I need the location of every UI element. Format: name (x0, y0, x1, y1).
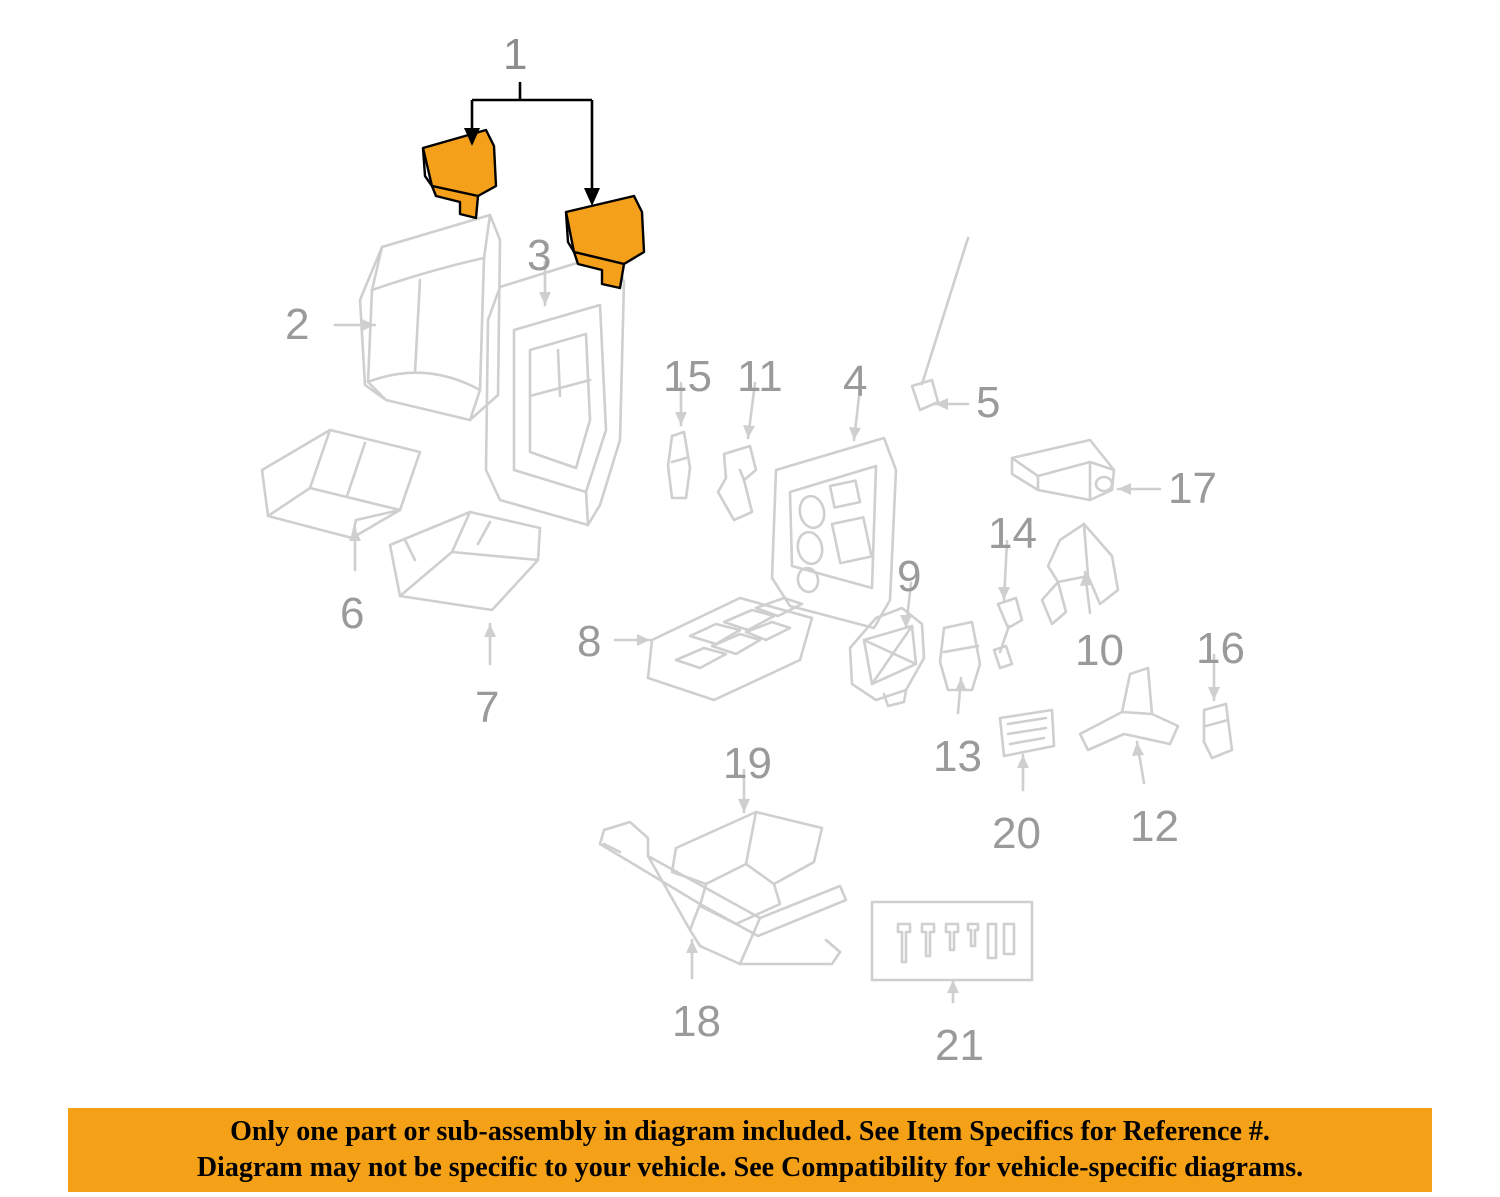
part-20-cover-plate (1000, 710, 1054, 756)
part-6-seat-cushion (262, 430, 420, 538)
callout-label-6: 6 (340, 589, 365, 638)
callout-label-10: 10 (1075, 626, 1124, 675)
leader-20 (1017, 755, 1029, 790)
disclaimer-line-1: Only one part or sub-assembly in diagram included. See Item Specifics for Reference #. (230, 1116, 1270, 1148)
callout-label-7: 7 (475, 683, 500, 732)
part-9-latch-mechanism (850, 608, 924, 706)
part-2-seat-back-cover (360, 215, 500, 420)
callout-label-3: 3 (527, 231, 552, 280)
leader-12 (1132, 742, 1144, 783)
leader-18 (686, 940, 698, 978)
part-7-seat-cushion-frame (390, 512, 540, 610)
leader-8 (615, 634, 650, 646)
callout-label-5: 5 (976, 378, 1001, 427)
callout-label-2: 2 (285, 300, 310, 349)
callout-label-19: 19 (723, 739, 772, 788)
callout-label-11: 11 (737, 352, 783, 401)
callout-label-9: 9 (897, 552, 922, 601)
disclaimer-banner (68, 1108, 1432, 1192)
callout-label-4: 4 (843, 357, 868, 406)
part-21-hardware-box (872, 902, 1032, 980)
part-14-strut-rod (994, 598, 1022, 668)
part-3-seat-back-frame (486, 252, 624, 525)
callout-label-15: 15 (663, 352, 712, 401)
disclaimer-line-2: Diagram may not be specific to your vehicle. See Compatibility for vehicle-specific diagrams. (196, 1152, 1304, 1183)
callout-label-18: 18 (672, 997, 721, 1046)
callout-label-1: 1 (503, 30, 528, 79)
part-15-bracket (668, 432, 690, 498)
callout-label-14: 14 (988, 509, 1037, 558)
leader-5 (935, 398, 968, 410)
part-12-floor-bracket (1080, 668, 1178, 750)
part-16-clip (1204, 704, 1232, 758)
callout-label-16: 16 (1196, 624, 1245, 673)
part-19-floor-panel (672, 812, 822, 924)
callout-label-12: 12 (1130, 802, 1179, 851)
leader-13 (955, 678, 967, 713)
callout-label-13: 13 (933, 732, 982, 781)
part-10-hinge-bracket (1042, 524, 1118, 624)
callout-label-20: 20 (992, 809, 1041, 858)
leader-17 (1118, 483, 1160, 495)
part-17-trim-cover (1012, 440, 1114, 500)
callout-label-17: 17 (1168, 464, 1217, 513)
part-8-cushion-pan (648, 598, 812, 700)
part-5-release-rod (912, 238, 968, 410)
leader-21 (947, 980, 959, 1002)
leader-7 (484, 624, 496, 664)
part-11-latch-lever (718, 446, 756, 520)
callout-label-8: 8 (577, 617, 602, 666)
part-18-seat-frame (600, 822, 846, 964)
callout-label-21: 21 (935, 1021, 984, 1070)
